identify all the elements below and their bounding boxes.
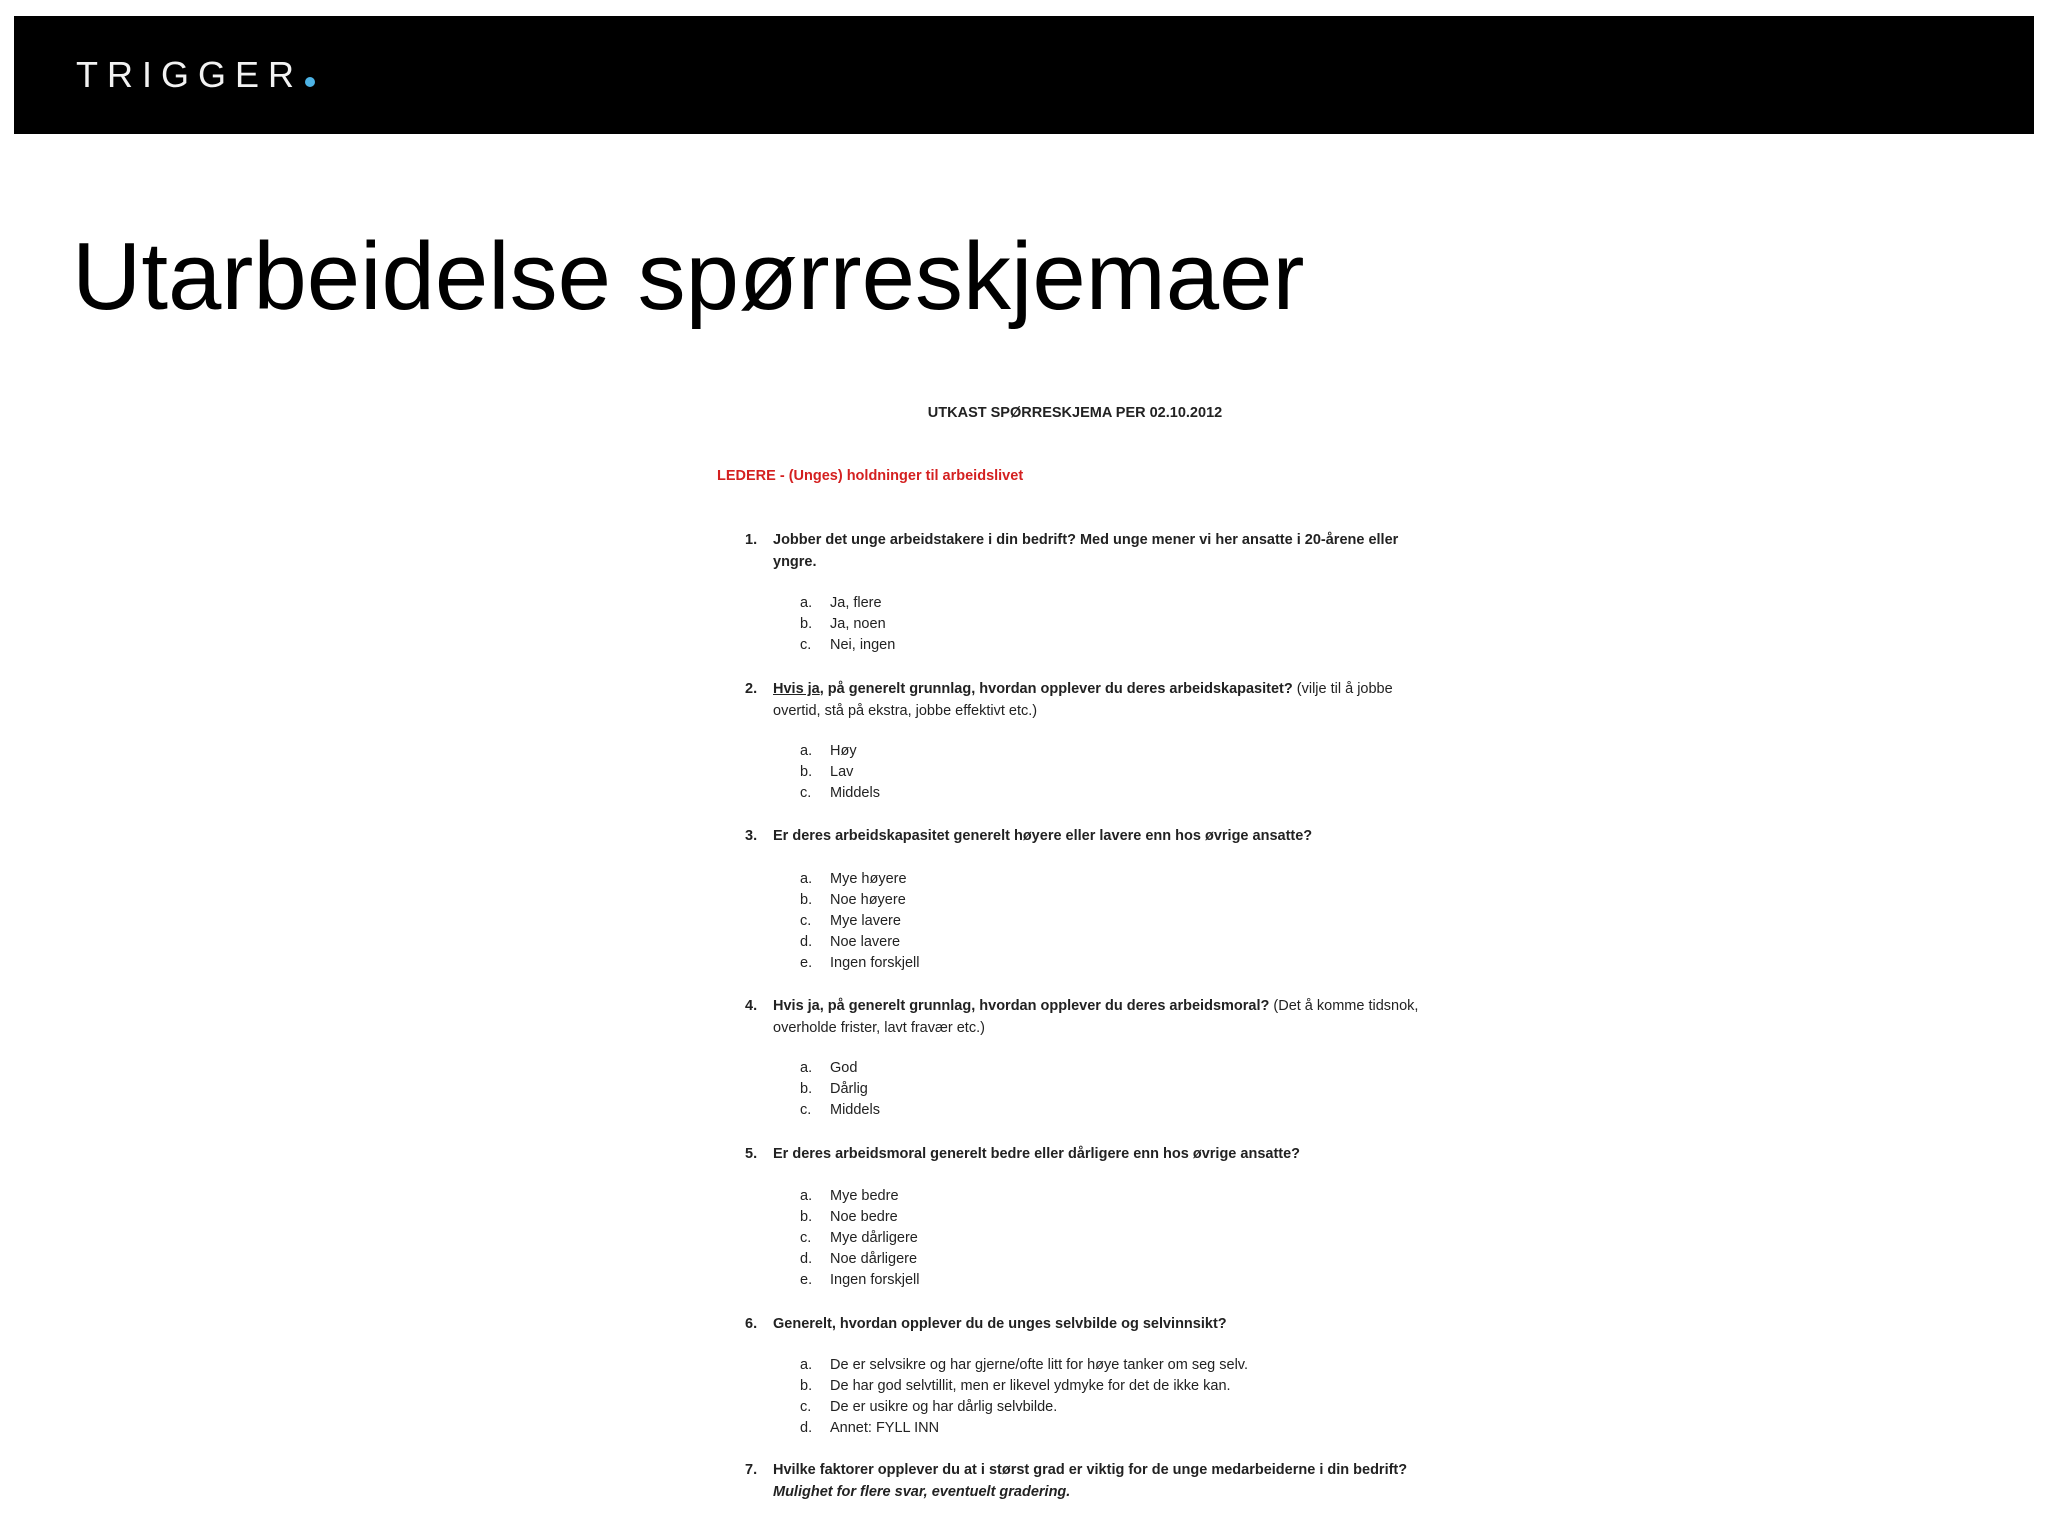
question-number: 6.: [745, 1316, 758, 1332]
option-text: Nei, ingen: [830, 637, 896, 653]
option-text: Mye bedre: [830, 1188, 899, 1204]
option-text: Mye lavere: [830, 913, 901, 929]
option-letter: b.: [800, 1209, 813, 1225]
option-letter: a.: [800, 871, 813, 887]
option-letter: a.: [800, 1357, 813, 1373]
option-text: Dårlig: [830, 1081, 868, 1097]
brand-dot-icon: [305, 77, 315, 87]
option-item: [800, 1186, 919, 1207]
option-letter: a.: [800, 1060, 813, 1076]
question-number: 2.: [745, 681, 758, 697]
page-title: Utarbeidelse spørreskjemaer: [72, 223, 1305, 330]
option-letter: b.: [800, 892, 813, 908]
option-text: Noe lavere: [830, 934, 901, 950]
option-item: [800, 635, 895, 656]
option-text: Mye dårligere: [830, 1230, 918, 1246]
option-item: [800, 783, 880, 804]
option-item: [800, 1249, 919, 1270]
question-text: [773, 529, 1425, 573]
question-text-bold: , på generelt grunnlag, hvordan opplever du deres arbeidskapasitet?: [819, 681, 1293, 697]
question-4-options: [800, 1058, 880, 1121]
question-text: [773, 1459, 1425, 1503]
option-text: Mye høyere: [830, 871, 907, 887]
option-text: Noe høyere: [830, 892, 906, 908]
option-item: [800, 953, 919, 974]
option-item: [800, 869, 919, 890]
option-item: [800, 1079, 880, 1100]
question-5-options: [800, 1186, 919, 1291]
option-item: [800, 1355, 1248, 1376]
option-item: [800, 890, 919, 911]
question-3: [745, 825, 1425, 847]
option-item: [800, 1418, 1248, 1439]
brand-name: TRIGGER: [76, 54, 304, 95]
questionnaire-document: [715, 395, 1465, 1536]
option-text: Noe dårligere: [830, 1251, 918, 1267]
option-text: Høy: [830, 743, 857, 759]
question-text-normal: (vilje til å jobbe overtid, stå på ekstra, jobbe effektivt etc.): [773, 681, 1393, 719]
option-letter: d.: [800, 934, 813, 950]
question-number: 4.: [745, 998, 758, 1014]
option-letter: c.: [800, 637, 812, 653]
brand-logo: [76, 54, 315, 96]
option-item: [800, 614, 895, 635]
option-item: [800, 741, 880, 762]
question-3-options: [800, 869, 919, 974]
question-text: [773, 825, 1425, 847]
option-item: [800, 762, 880, 783]
option-letter: a.: [800, 1188, 813, 1204]
option-item: [800, 1376, 1248, 1397]
option-text: Ingen forskjell: [830, 955, 920, 971]
question-text: [773, 995, 1425, 1039]
question-6: [745, 1313, 1425, 1335]
question-text-bold: Generelt, hvordan opplever du de unges selvbilde og selvinnsikt?: [773, 1316, 1227, 1332]
option-item: [800, 1100, 880, 1121]
option-text: Noe bedre: [830, 1209, 898, 1225]
option-item: [800, 932, 919, 953]
option-item: [800, 1228, 919, 1249]
header-bar: [14, 16, 2034, 134]
question-6-options: [800, 1355, 1248, 1439]
option-text: Lav: [830, 764, 854, 780]
option-text: De har god selvtillit, men er likevel ydmyke for det de ikke kan.: [830, 1378, 1231, 1394]
option-letter: c.: [800, 1102, 812, 1118]
option-letter: d.: [800, 1420, 813, 1436]
option-text: Ingen forskjell: [830, 1272, 920, 1288]
question-text-bold: Hvilke faktorer opplever du at i størst grad er viktig for de unge medarbeiderne i din bedrift?: [773, 1462, 1408, 1478]
question-number: 5.: [745, 1146, 758, 1162]
option-letter: b.: [800, 764, 813, 780]
option-text: Ja, noen: [830, 616, 886, 632]
question-text-bold: Jobber det unge arbeidstakere i din bedrift? Med unge mener vi her ansatte i 20-årene eller yngre.: [773, 532, 1399, 570]
option-letter: c.: [800, 785, 812, 801]
question-text-italic: Mulighet for flere svar, eventuelt gradering.: [773, 1484, 1071, 1500]
option-letter: e.: [800, 955, 813, 971]
option-letter: c.: [800, 1230, 812, 1246]
option-text: Annet: FYLL INN: [830, 1420, 940, 1436]
option-letter: c.: [800, 913, 812, 929]
option-item: [800, 593, 895, 614]
option-text: De er usikre og har dårlig selvbilde.: [830, 1399, 1058, 1415]
question-2: [745, 678, 1425, 722]
option-text: Middels: [830, 1102, 880, 1118]
question-2-options: [800, 741, 880, 804]
question-text: [773, 678, 1425, 722]
document-heading: UTKAST SPØRRESKJEMA PER 02.10.2012: [927, 405, 1223, 421]
option-item: [800, 911, 919, 932]
question-text: [773, 1143, 1425, 1165]
question-text-bold: Hvis ja, på generelt grunnlag, hvordan opplever du deres arbeidsmoral?: [773, 998, 1270, 1014]
option-item: [800, 1207, 919, 1228]
option-letter: c.: [800, 1399, 812, 1415]
question-number: 7.: [745, 1462, 758, 1478]
option-text: Middels: [830, 785, 880, 801]
option-letter: d.: [800, 1251, 813, 1267]
question-text-bold: Er deres arbeidskapasitet generelt høyere eller lavere enn hos øvrige ansatte?: [773, 828, 1313, 844]
option-item: [800, 1058, 880, 1079]
document-section-title: LEDERE - (Unges) holdninger til arbeidslivet: [717, 468, 1024, 484]
option-item: [800, 1270, 919, 1291]
option-letter: a.: [800, 595, 813, 611]
question-7: [745, 1459, 1425, 1503]
option-letter: b.: [800, 1378, 813, 1394]
option-text: Ja, flere: [830, 595, 882, 611]
question-1: [745, 529, 1425, 573]
question-4: [745, 995, 1425, 1039]
option-letter: a.: [800, 743, 813, 759]
question-text-normal: (Det å komme tidsnok, overholde frister, lavt fravær etc.): [773, 998, 1419, 1036]
question-5: [745, 1143, 1425, 1165]
option-text: De er selvsikre og har gjerne/ofte litt for høye tanker om seg selv.: [830, 1357, 1248, 1373]
option-letter: b.: [800, 1081, 813, 1097]
question-text: [773, 1313, 1425, 1335]
option-letter: b.: [800, 616, 813, 632]
option-letter: e.: [800, 1272, 813, 1288]
question-1-options: [800, 593, 895, 656]
question-number: 3.: [745, 828, 758, 844]
option-text: God: [830, 1060, 858, 1076]
question-number: 1.: [745, 532, 758, 548]
question-text-underlined: Hvis ja: [773, 681, 820, 697]
question-text-bold: Er deres arbeidsmoral generelt bedre eller dårligere enn hos øvrige ansatte?: [773, 1146, 1301, 1162]
option-item: [800, 1397, 1248, 1418]
